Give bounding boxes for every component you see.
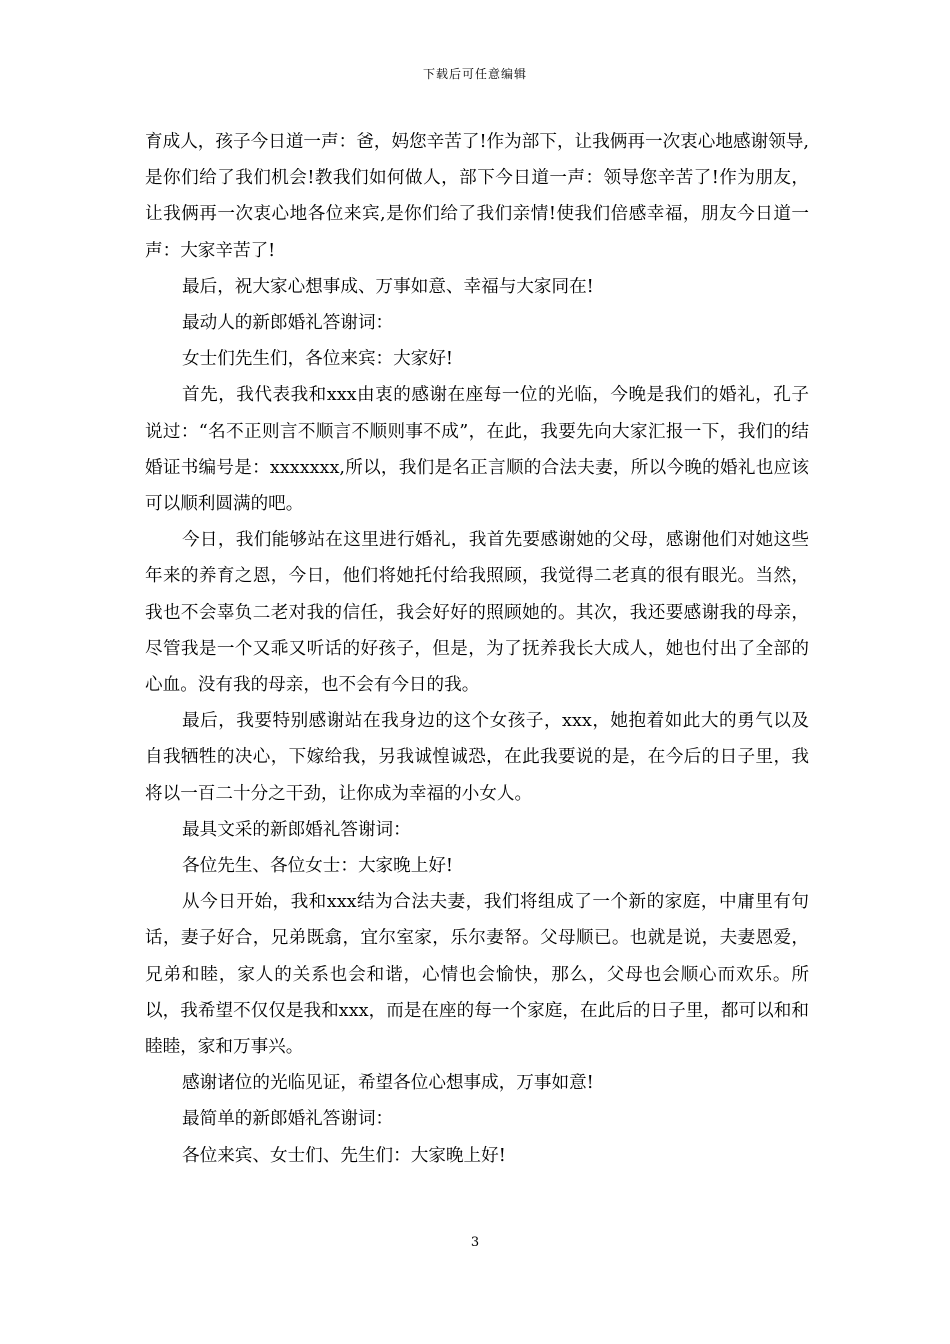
section-heading-simplest: 最简单的新郎婚礼答谢词： <box>182 1109 394 1130</box>
paragraph-2: 最后，祝大家心想事成、万事如意、幸福与大家同在! <box>182 276 594 297</box>
paragraph-6: 今日，我们能够站在这里进行婚礼，我首先要感谢她的父母，感谢他们对她这些年来的养育之恩，今日，他们将她托付给我照顾，我觉得二老真的很有眼光。当然，我也不会辜负二老对我的信任，我会好好的照顾她的。其次，我还要感谢我的母亲，尽管我是一个又乖又听话的好孩子，但是，为了抚养我长大成人，她也付出了全部的心血。没有我的母亲，也不会有今日的我。 <box>145 530 809 696</box>
paragraph-1: 育成人，孩子今日道一声：爸，妈您辛苦了!作为部下，让我俩再一次衷心地感谢领导,是你们给了我们机会!教我们如何做人，部下今日道一声：领导您辛苦了!作为朋友，让我俩再一次衷心地各位来宾,是你们给了我们亲情!使我们倍感幸福，朋友今日道一声：大家辛苦了! <box>145 132 809 261</box>
paragraph-11: 感谢诸位的光临见证，希望各位心想事成，万事如意! <box>182 1073 594 1094</box>
page-number: 3 <box>470 1235 480 1250</box>
greeting-2: 各位先生、各位女士：大家晚上好! <box>182 856 453 877</box>
greeting-3: 各位来宾、女士们、先生们：大家晚上好! <box>182 1145 506 1166</box>
paragraph-5: 首先，我代表我和xxx由衷的感谢在座每一位的光临，今晚是我们的婚礼，孔子说过：“名不正则言不顺言不顺则事不成”，在此，我要先向大家汇报一下，我们的结婚证书编号是：xxxxxxx,所以，我们是名正言顺的合法夫妻，所以今晚的婚礼也应该可以顺利圆满的吧。 <box>145 385 809 515</box>
document-body <box>145 124 809 1174</box>
paragraph-7: 最后，我要特别感谢站在我身边的这个女孩子，xxx，她抱着如此大的勇气以及自我牺牲的决心，下嫁给我，另我诚惶诚恐，在此我要说的是，在今后的日子里，我将以一百二十分之干劲，让你成为幸福的小女人。 <box>145 711 809 804</box>
section-heading-literary: 最具文采的新郎婚礼答谢词： <box>182 819 411 840</box>
section-heading-most-touching: 最动人的新郎婚礼答谢词： <box>182 313 394 334</box>
page-header: 下载后可任意编辑 <box>422 67 527 81</box>
greeting-1: 女士们先生们，各位来宾：大家好! <box>182 349 453 370</box>
paragraph-10: 从今日开始，我和xxx结为合法夫妻，我们将组成了一个新的家庭，中庸里有句话，妻子好合，兄弟既翕，宜尔室家，乐尔妻帑。父母顺已。也就是说，夫妻恩爱，兄弟和睦，家人的关系也会和谐，心情也会愉快，那么，父母也会顺心而欢乐。所以，我希望不仅仅是我和xxx，而是在座的每一个家庭，在此后的日子里，都可以和和睦睦，家和万事兴。 <box>145 892 809 1058</box>
